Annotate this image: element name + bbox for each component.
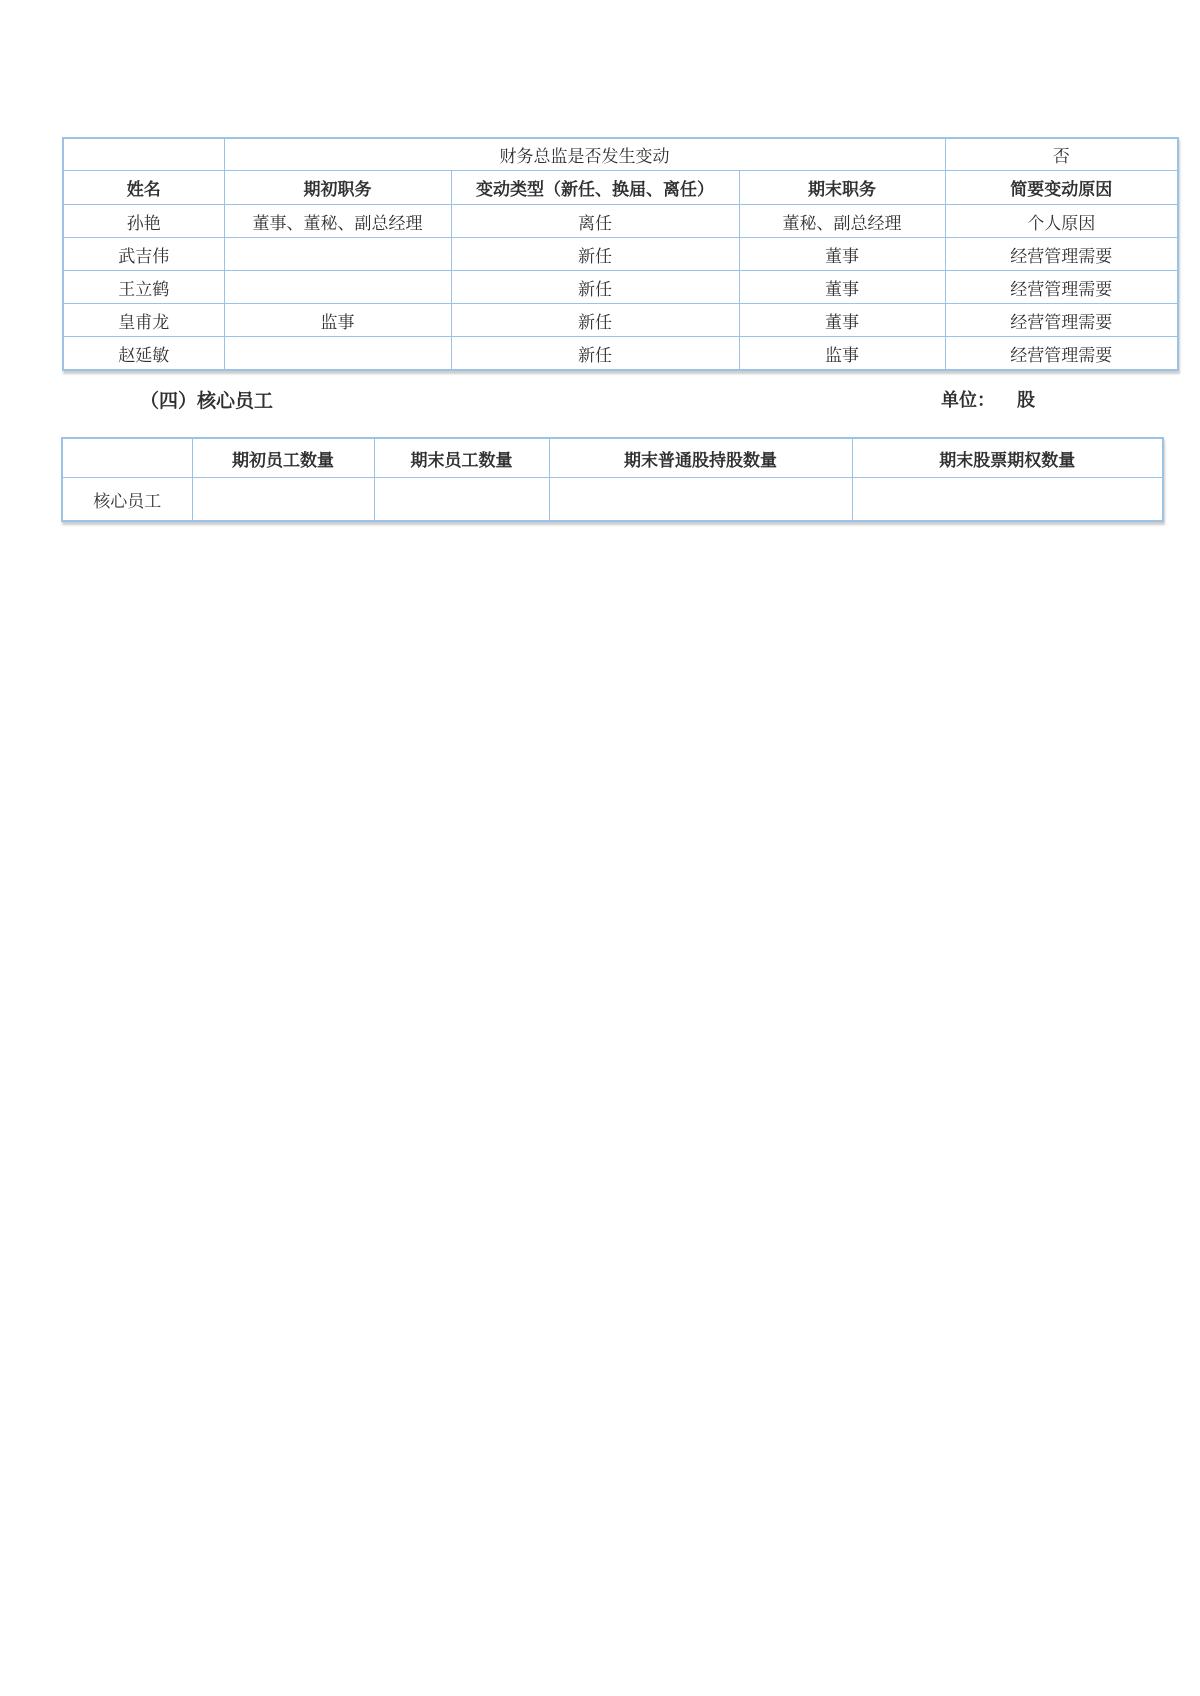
row-label-core-employees: 核心员工	[62, 478, 192, 522]
table-row	[63, 238, 1178, 271]
empty-corner-cell	[63, 138, 224, 171]
cell-end-position: 董秘、副总经理	[739, 205, 945, 238]
cell-name: 王立鹤	[63, 271, 224, 304]
cell-start-position	[224, 238, 451, 271]
cell-start-position	[224, 337, 451, 371]
column-header-start-position: 期初职务	[224, 171, 451, 205]
unit-label: 单位：	[941, 390, 995, 410]
table-row	[62, 478, 1163, 522]
cell-end-position: 董事	[739, 271, 945, 304]
cfo-change-question-row	[63, 138, 1178, 171]
section-title: （四）核心员工	[140, 390, 274, 412]
cell-end-stock-options	[852, 478, 1163, 522]
column-header-end-stock-options: 期末股票期权数量	[852, 438, 1163, 478]
unit-value: 股	[1017, 390, 1035, 410]
column-header-end-employee-count: 期末员工数量	[374, 438, 549, 478]
core-employees-table	[61, 437, 1164, 522]
cell-change-type: 离任	[451, 205, 739, 238]
cell-start-position: 董事、董秘、副总经理	[224, 205, 451, 238]
table-row	[63, 304, 1178, 337]
cfo-change-answer: 否	[945, 138, 1178, 171]
empty-corner-cell	[62, 438, 192, 478]
cell-change-type: 新任	[451, 238, 739, 271]
cell-reason: 经营管理需要	[945, 304, 1178, 337]
cell-change-type: 新任	[451, 271, 739, 304]
unit-declaration	[941, 386, 1035, 412]
column-header-start-employee-count: 期初员工数量	[192, 438, 374, 478]
column-header-end-position: 期末职务	[739, 171, 945, 205]
cell-end-position: 董事	[739, 238, 945, 271]
table-header-row	[63, 171, 1178, 205]
cell-end-employee-count	[374, 478, 549, 522]
section-title-line	[62, 383, 1162, 415]
table-row	[63, 271, 1178, 304]
cell-name: 武吉伟	[63, 238, 224, 271]
cfo-change-table	[62, 137, 1179, 371]
cfo-change-question: 财务总监是否发生变动	[224, 138, 945, 171]
table-row	[63, 337, 1178, 371]
cell-name: 皇甫龙	[63, 304, 224, 337]
cell-name: 赵延敏	[63, 337, 224, 371]
column-header-reason: 简要变动原因	[945, 171, 1178, 205]
cell-start-employee-count	[192, 478, 374, 522]
cell-reason: 经营管理需要	[945, 337, 1178, 371]
table-row	[63, 205, 1178, 238]
cell-reason: 个人原因	[945, 205, 1178, 238]
cell-name: 孙艳	[63, 205, 224, 238]
cell-end-common-shares	[549, 478, 852, 522]
cell-start-position: 监事	[224, 304, 451, 337]
table-header-row	[62, 438, 1163, 478]
cell-end-position: 董事	[739, 304, 945, 337]
cell-end-position: 监事	[739, 337, 945, 371]
cell-reason: 经营管理需要	[945, 271, 1178, 304]
column-header-name: 姓名	[63, 171, 224, 205]
column-header-change-type: 变动类型（新任、换届、离任）	[451, 171, 739, 205]
cell-change-type: 新任	[451, 304, 739, 337]
cell-reason: 经营管理需要	[945, 238, 1178, 271]
cell-change-type: 新任	[451, 337, 739, 371]
cell-start-position	[224, 271, 451, 304]
column-header-end-common-shares: 期末普通股持股数量	[549, 438, 852, 478]
